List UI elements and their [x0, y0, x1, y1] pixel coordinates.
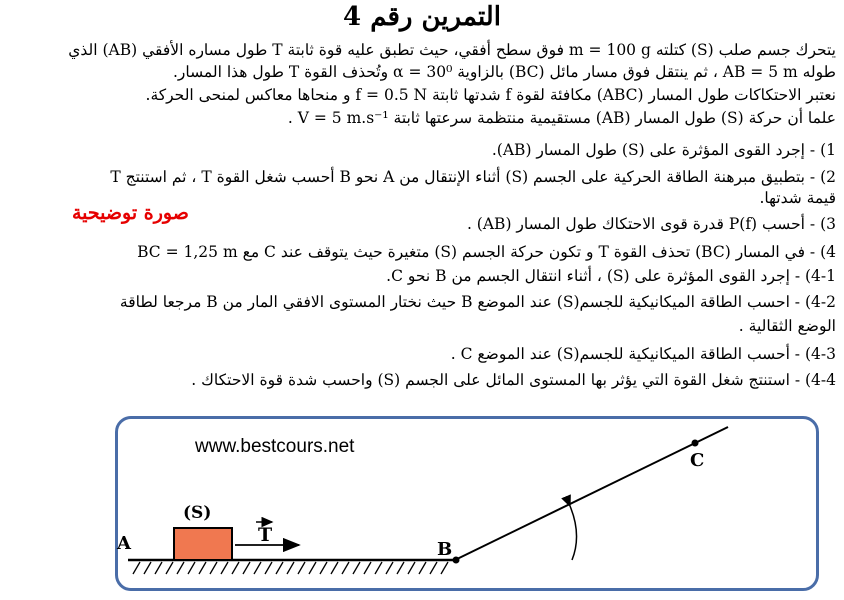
statement-line-4: علما أن حركة (S) طول المسار (AB) مستقيمية منتظمة سرعتها ثابتة V = 5 m.s⁻¹ . — [287, 109, 836, 127]
ground-hatching — [133, 562, 448, 574]
hatch-line — [221, 562, 228, 574]
hatch-line — [243, 562, 250, 574]
hatch-line — [364, 562, 371, 574]
hatch-line — [397, 562, 404, 574]
hatch-line — [320, 562, 327, 574]
body-label: (S) — [183, 503, 212, 523]
hatch-line — [419, 562, 426, 574]
hatch-line — [287, 562, 294, 574]
hatch-line — [408, 562, 415, 574]
exercise-title: التمرين رقم 4 — [343, 2, 501, 32]
point-b-label: B — [437, 539, 453, 560]
hatch-line — [177, 562, 184, 574]
hatch-line — [188, 562, 195, 574]
question-2-cont: قيمة شدتها. — [759, 189, 836, 207]
hatch-line — [298, 562, 305, 574]
question-4-2: 4-2) - احسب الطاقة الميكانيكية للجسم(S) عند الموضع B حيث نختار المستوى الافقي المار من B مرجعا لطاقة — [119, 293, 836, 311]
illustration-caption: صورة توضيحية — [72, 202, 189, 224]
hatch-line — [133, 562, 140, 574]
inclined-plane — [455, 427, 728, 560]
hatch-line — [309, 562, 316, 574]
hatch-line — [166, 562, 173, 574]
question-3: 3) - أحسب P(f) قدرة قوى الاحتكاك طول المسار (AB) . — [466, 215, 836, 233]
question-4: 4) - في المسار (BC) تحذف القوة T و تكون حركة الجسم (S) متغيرة حيث يتوقف عند C مع BC = 1,25 m — [137, 243, 836, 261]
statement-line-2: طوله AB = 5 m ، ثم ينتقل فوق مسار مائل (BC) بالزاوية α = 30⁰ وتُحذف القوة T طول هذا المسار. — [172, 63, 836, 81]
question-4-4: 4-4) - استنتج شغل القوة التي يؤثر بها المستوى المائل على الجسم (S) واحسب شدة قوة الاحتكاك . — [191, 371, 836, 389]
hatch-line — [265, 562, 272, 574]
point-b-dot — [453, 557, 460, 564]
force-label: T — [258, 524, 273, 546]
hatch-line — [430, 562, 437, 574]
statement-line-1: يتحرك جسم صلب (S) كتلته m = 100 g فوق سطح أفقي، حيث تطبق عليه قوة ثابتة T طول مساره الأفقي (AB) الذي — [68, 41, 836, 59]
hatch-line — [386, 562, 393, 574]
question-4-3: 4-3) - أحسب الطاقة الميكانيكية للجسم(S) عند الموضع C . — [450, 345, 836, 363]
hatch-line — [276, 562, 283, 574]
website-watermark: www.bestcours.net — [195, 436, 355, 457]
hatch-line — [199, 562, 206, 574]
hatch-line — [441, 562, 448, 574]
hatch-line — [155, 562, 162, 574]
point-a-label: A — [117, 533, 131, 554]
hatch-line — [342, 562, 349, 574]
hatch-line — [232, 562, 239, 574]
hatch-line — [144, 562, 151, 574]
question-1: 1) - إجرد القوى المؤثرة على (S) طول المسار (AB). — [491, 141, 836, 159]
angle-arc — [570, 506, 577, 560]
point-c-label: C — [690, 450, 705, 471]
question-4-2-cont: الوضع الثقالية . — [738, 317, 836, 335]
point-c-dot — [692, 440, 699, 447]
question-2: 2) - بتطبيق مبرهنة الطاقة الحركية على الجسم (S) أثناء الإنتقال من A نحو B أحسب شغل القوة T ، ثم استنتج T — [110, 168, 836, 186]
hatch-line — [210, 562, 217, 574]
hatch-line — [331, 562, 338, 574]
hatch-line — [254, 562, 261, 574]
solid-body — [174, 528, 232, 560]
statement-line-3: نعتبر الاحتكاكات طول المسار (ABC) مكافئة لقوة f شدتها ثابتة f = 0.5 N و منحاها معاكس لمنحى الحركة. — [145, 86, 836, 104]
hatch-line — [353, 562, 360, 574]
question-4-1: 4-1) - إجرد القوى المؤثرة على (S) ، أثناء انتقال الجسم من B نحو C. — [386, 267, 836, 285]
hatch-line — [375, 562, 382, 574]
